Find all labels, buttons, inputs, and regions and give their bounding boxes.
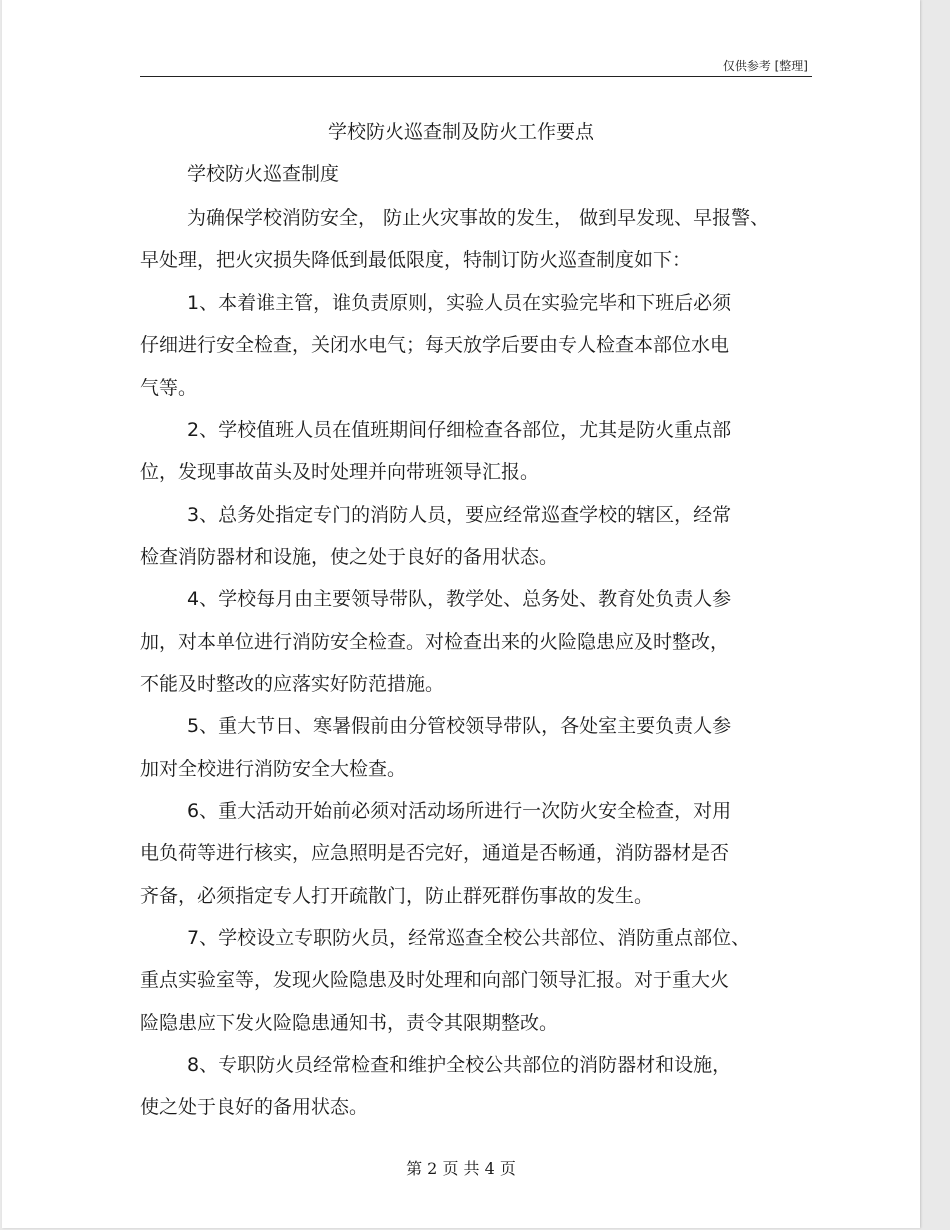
paragraph-line: 险隐患应下发火险隐患通知书，责令其限期整改。	[140, 1012, 559, 1034]
document-page	[2, 0, 920, 1228]
paragraph-line: 1、本着谁主管，谁负责原则，实验人员在实验完毕和下班后必须	[187, 292, 732, 314]
paragraph-line: 2、学校值班人员在值班期间仔细检查各部位，尤其是防火重点部	[187, 419, 732, 441]
paragraph-line: 早处理，把火灾损失降低到最低限度，特制订防火巡查制度如下：	[140, 249, 692, 271]
paragraph-line: 气等。	[140, 377, 198, 399]
paragraph-line: 不能及时整改的应落实好防范措施。	[140, 673, 445, 695]
paragraph-line: 加，对本单位进行消防安全检查。对检查出来的火险隐患应及时整改，	[140, 631, 730, 653]
header-divider	[140, 76, 812, 77]
header-note: 仅供参考 [整理]	[722, 59, 808, 73]
paragraph-line: 使之处于良好的备用状态。	[140, 1096, 369, 1118]
paragraph-line: 5、重大节日、寒暑假前由分管校领导带队，各处室主要负责人参	[187, 715, 732, 737]
paragraph-line: 为确保学校消防安全， 防止火灾事故的发生， 做到早发现、早报警、	[187, 207, 770, 229]
paragraph-line: 加对全校进行消防安全大检查。	[140, 758, 407, 780]
document-title: 学校防火巡查制及防火工作要点	[327, 121, 594, 143]
page-number: 第 2 页 共 4 页	[406, 1159, 516, 1178]
paragraph-line: 7、学校设立专职防火员，经常巡查全校公共部位、消防重点部位、	[187, 927, 751, 949]
paragraph-line: 仔细进行安全检查，关闭水电气；每天放学后要由专人检查本部位水电	[140, 334, 730, 356]
section-heading: 学校防火巡查制度	[187, 163, 340, 185]
paragraph-line: 6、重大活动开始前必须对活动场所进行一次防火安全检查，对用	[187, 800, 732, 822]
paragraph-line: 电负荷等进行核实，应急照明是否完好，通道是否畅通，消防器材是否	[140, 842, 730, 864]
paragraph-line: 4、学校每月由主要领导带队，教学处、总务处、教育处负责人参	[187, 588, 732, 610]
paragraph-line: 8、专职防火员经常检查和维护全校公共部位的消防器材和设施，	[187, 1054, 732, 1076]
paragraph-line: 检查消防器材和设施，使之处于良好的备用状态。	[140, 546, 559, 568]
paragraph-line: 位，发现事故苗头及时处理并向带班领导汇报。	[140, 461, 540, 483]
paragraph-line: 重点实验室等，发现火险隐患及时处理和向部门领导汇报。对于重大火	[140, 969, 730, 991]
paragraph-line: 齐备，必须指定专人打开疏散门，防止群死群伤事故的发生。	[140, 885, 654, 907]
paragraph-line: 3、总务处指定专门的消防人员，要应经常巡查学校的辖区，经常	[187, 504, 732, 526]
